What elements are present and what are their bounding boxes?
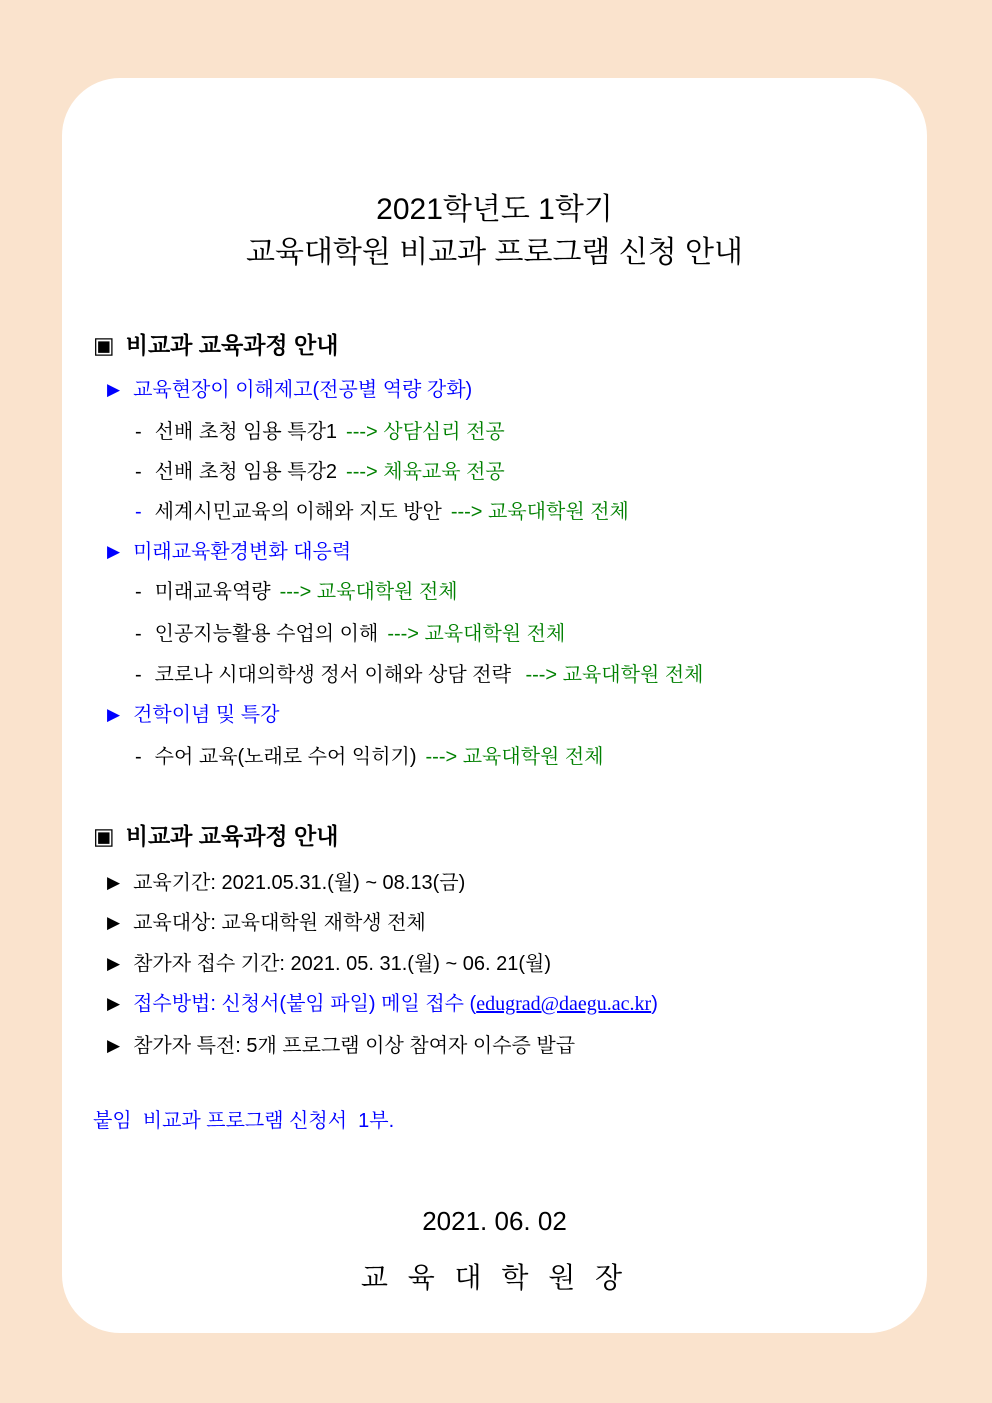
attachment-note: 붙임 비교과 프로그램 신청서 1부.	[93, 1110, 395, 1132]
program-name: 인공지능활용 수업의 이해	[154, 623, 379, 645]
program-item	[135, 662, 703, 688]
group-heading-field-understanding	[107, 377, 472, 403]
triangle-bullet-icon: ▶	[107, 705, 121, 724]
info-item-participant-benefit	[107, 1033, 575, 1059]
program-name: 수어 교육(노래로 수어 익히기)	[154, 746, 417, 768]
info-text: 참가자 특전: 5개 프로그램 이상 참여자 이수증 발급	[133, 1035, 576, 1057]
group-heading-founding-philosophy	[107, 702, 279, 728]
dash-bullet: -	[135, 461, 142, 483]
program-target: ---> 교육대학원 전체	[279, 581, 458, 603]
dash-bullet: -	[135, 501, 142, 523]
program-target: ---> 교육대학원 전체	[387, 623, 566, 645]
program-item	[135, 459, 505, 485]
section1-heading: 비교과 교육과정 안내	[125, 332, 339, 358]
program-target: ---> 교육대학원 전체	[425, 746, 604, 768]
info-item-registration-method	[107, 991, 658, 1017]
program-name: 세계시민교육의 이해와 지도 방안	[154, 501, 442, 523]
program-item	[135, 419, 505, 445]
info-item-registration-period	[107, 951, 551, 977]
square-bullet-icon: ▣	[93, 823, 115, 849]
signature-dean: 교 육 대 학 원 장	[360, 1262, 629, 1293]
program-item	[135, 579, 458, 605]
program-target: ---> 교육대학원 전체	[450, 501, 629, 523]
group-heading-future-education	[107, 539, 351, 565]
triangle-bullet-icon: ▶	[107, 542, 121, 561]
dash-bullet: -	[135, 664, 142, 686]
program-target: ---> 상담심리 전공	[346, 421, 505, 443]
section2-heading: 비교과 교육과정 안내	[125, 823, 339, 849]
triangle-bullet-icon: ▶	[107, 913, 121, 932]
program-item	[135, 744, 604, 770]
program-name: 선배 초청 임용 특강1	[154, 421, 338, 443]
title-line1: 2021학년도 1학기	[376, 193, 613, 226]
group-label: 건학이념 및 특강	[133, 704, 280, 726]
dash-bullet: -	[135, 421, 142, 443]
title-line2: 교육대학원 비교과 프로그램 신청 안내	[245, 236, 744, 269]
issue-date: 2021. 06. 02	[422, 1206, 567, 1236]
info-item-education-target	[107, 910, 426, 936]
section1-header	[93, 332, 338, 358]
page-title	[62, 188, 927, 274]
program-name: 선배 초청 임용 특강2	[154, 461, 338, 483]
section2-header	[93, 823, 338, 849]
email-link[interactable]: edugrad@daegu.ac.kr	[476, 993, 652, 1015]
square-bullet-icon: ▣	[93, 332, 115, 358]
dash-bullet: -	[135, 746, 142, 768]
info-text-suffix: )	[651, 993, 658, 1015]
program-target: ---> 체육교육 전공	[346, 461, 505, 483]
info-text: 교육기간: 2021.05.31.(월) ~ 08.13(금)	[133, 872, 466, 894]
notice-card	[62, 78, 927, 1333]
info-item-education-period	[107, 870, 465, 896]
program-target: ---> 교육대학원 전체	[525, 664, 704, 686]
triangle-bullet-icon: ▶	[107, 380, 121, 399]
program-item	[135, 499, 629, 525]
group-label: 교육현장이 이해제고(전공별 역량 강화)	[133, 379, 473, 401]
dash-bullet: -	[135, 581, 142, 603]
dash-bullet: -	[135, 623, 142, 645]
triangle-bullet-icon: ▶	[107, 873, 121, 892]
program-item	[135, 621, 565, 647]
group-label: 미래교육환경변화 대응력	[133, 541, 352, 563]
info-text: 교육대상: 교육대학원 재학생 전체	[133, 912, 426, 934]
info-text: 참가자 접수 기간: 2021. 05. 31.(월) ~ 06. 21(월)	[133, 953, 551, 975]
program-name: 미래교육역량	[154, 581, 271, 603]
info-text: 접수방법: 신청서(붙임 파일) 메일 접수 (	[133, 993, 477, 1015]
triangle-bullet-icon: ▶	[107, 994, 121, 1013]
triangle-bullet-icon: ▶	[107, 1036, 121, 1055]
triangle-bullet-icon: ▶	[107, 954, 121, 973]
program-name: 코로나 시대의학생 정서 이해와 상담 전략	[154, 664, 517, 686]
